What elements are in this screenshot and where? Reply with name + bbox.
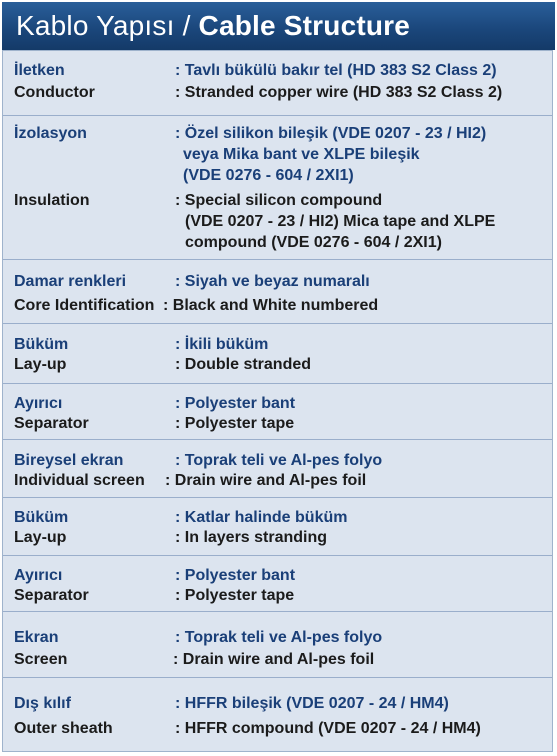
value-separator2-tr: : Polyester bant: [175, 567, 296, 584]
value-layup2-tr: : Katlar halinde büküm: [175, 509, 348, 526]
section-outer-sheath: [3, 677, 552, 752]
structure-table: [2, 50, 553, 752]
title-bar: [2, 2, 555, 50]
title-turkish: Kablo Yapısı: [16, 10, 175, 41]
section-individual-screen: [3, 439, 552, 498]
value-sheath-tr: : HFFR bileşik (VDE 0207 - 24 / HM4): [175, 695, 449, 712]
label-layup1-tr: Büküm: [14, 336, 69, 353]
value-layup1-en: : Double stranded: [175, 356, 312, 373]
label-core-tr: Damar renkleri: [14, 273, 127, 290]
label-sheath-en: Outer sheath: [14, 720, 113, 737]
section-screen: [3, 611, 552, 678]
value-core-tr: : Siyah ve beyaz numaralı: [175, 273, 370, 290]
value-insulation-en-cont-2: compound (VDE 0276 - 604 / 2XI1): [185, 234, 442, 251]
value-screen-en: : Drain wire and Al-pes foil: [173, 651, 375, 668]
value-separator1-en: : Polyester tape: [175, 415, 295, 432]
value-insulation-en-cont-1: (VDE 0207 - 23 / HI2) Mica tape and XLPE: [185, 213, 496, 230]
section-conductor: [3, 51, 552, 115]
label-layup1-en: Lay-up: [14, 356, 67, 373]
page-title: [16, 10, 410, 42]
label-separator1-tr: Ayırıcı: [14, 395, 63, 412]
label-separator2-en: Separator: [14, 587, 89, 604]
title-english: Cable Structure: [198, 10, 411, 41]
value-layup1-tr: : İkili büküm: [175, 336, 269, 353]
label-conductor-tr: İletken: [14, 62, 65, 79]
section-separator-2: [3, 555, 552, 612]
label-insulation-tr: İzolasyon: [14, 125, 87, 142]
value-separator2-en: : Polyester tape: [175, 587, 295, 604]
value-conductor-en: : Stranded copper wire (HD 383 S2 Class 2): [175, 84, 503, 101]
section-insulation: [3, 115, 552, 260]
label-indscreen-en: Individual screen: [14, 472, 145, 489]
section-core-identification: [3, 259, 552, 324]
section-layup-double: [3, 323, 552, 384]
value-separator1-tr: : Polyester bant: [175, 395, 296, 412]
label-conductor-en: Conductor: [14, 84, 95, 101]
value-screen-tr: : Toprak teli ve Al-pes folyo: [175, 629, 383, 646]
label-insulation-en: Insulation: [14, 192, 90, 209]
value-conductor-tr: : Tavlı bükülü bakır tel (HD 383 S2 Class 2): [175, 62, 497, 79]
value-insulation-tr-cont-1: veya Mika bant ve XLPE bileşik: [183, 146, 420, 163]
label-screen-tr: Ekran: [14, 629, 59, 646]
value-insulation-tr-cont-2: (VDE 0276 - 604 / 2XI1): [183, 167, 354, 184]
value-insulation-tr: : Özel silikon bileşik (VDE 0207 - 23 / HI2): [175, 125, 487, 142]
label-core-en: Core Identification: [14, 297, 155, 314]
value-core-en: : Black and White numbered: [163, 297, 379, 314]
section-separator-1: [3, 383, 552, 440]
title-separator: /: [174, 10, 199, 41]
value-indscreen-tr: : Toprak teli ve Al-pes folyo: [175, 452, 383, 469]
label-screen-en: Screen: [14, 651, 68, 668]
label-indscreen-tr: Bireysel ekran: [14, 452, 124, 469]
label-sheath-tr: Dış kılıf: [14, 695, 71, 712]
value-sheath-en: : HFFR compound (VDE 0207 - 24 / HM4): [175, 720, 481, 737]
label-layup2-tr: Büküm: [14, 509, 69, 526]
label-layup2-en: Lay-up: [14, 529, 67, 546]
label-separator2-tr: Ayırıcı: [14, 567, 63, 584]
value-indscreen-en: : Drain wire and Al-pes foil: [165, 472, 367, 489]
label-separator1-en: Separator: [14, 415, 89, 432]
value-insulation-en: : Special silicon compound: [175, 192, 383, 209]
value-layup2-en: : In layers stranding: [175, 529, 328, 546]
section-layup-layers: [3, 497, 552, 556]
